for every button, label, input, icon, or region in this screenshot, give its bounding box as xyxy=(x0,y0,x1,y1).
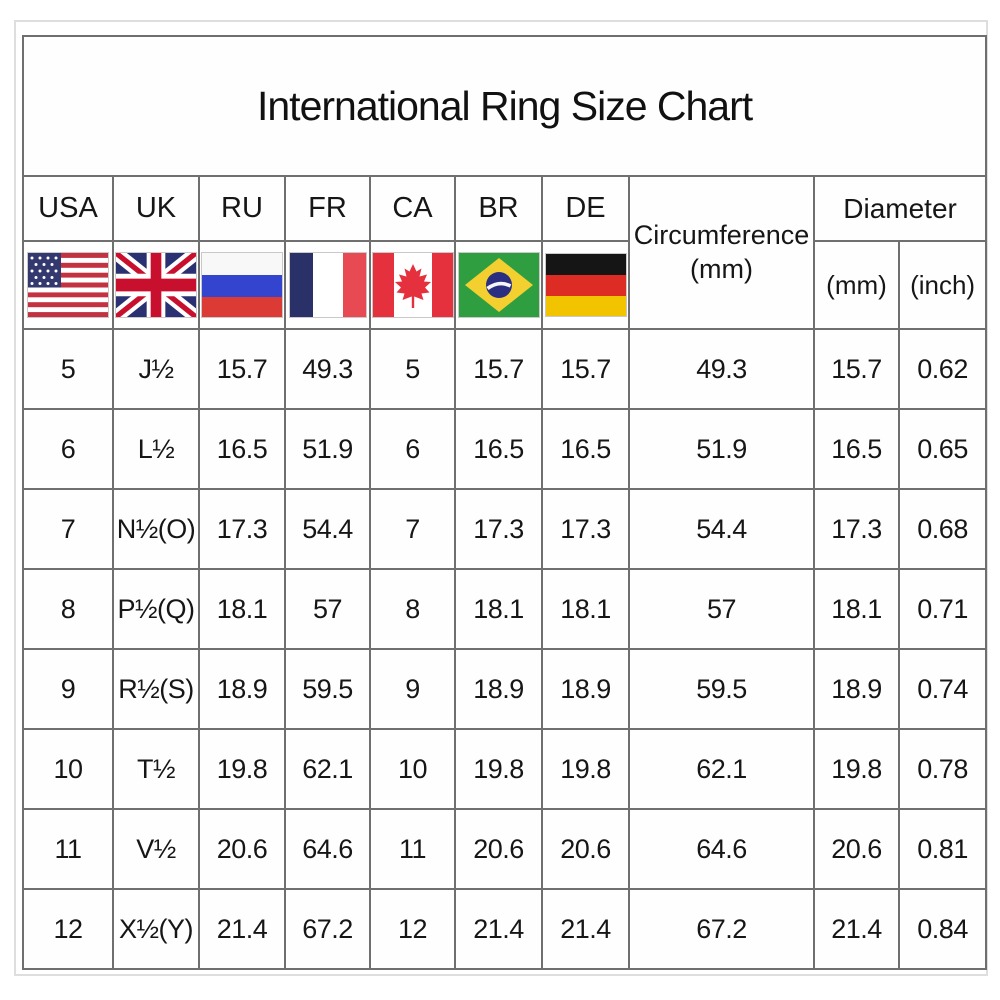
ring-size-cell: 8 xyxy=(23,569,113,649)
usa-flag-icon xyxy=(27,252,109,318)
ring-size-cell: 0.68 xyxy=(899,489,986,569)
ring-size-cell: 10 xyxy=(370,729,455,809)
russia-flag-cell xyxy=(199,241,285,329)
france-flag-cell xyxy=(285,241,370,329)
ring-size-cell: 0.81 xyxy=(899,809,986,889)
ring-size-cell: 19.8 xyxy=(542,729,629,809)
col-header-diameter-mm: (mm) xyxy=(814,241,899,329)
ring-size-cell: R½(S) xyxy=(113,649,199,729)
ring-size-cell: L½ xyxy=(113,409,199,489)
ring-size-cell: 18.1 xyxy=(455,569,542,649)
ring-size-cell: 17.3 xyxy=(542,489,629,569)
ring-size-cell: 0.71 xyxy=(899,569,986,649)
col-header-diameter-inch: (inch) xyxy=(899,241,986,329)
ring-size-cell: 7 xyxy=(23,489,113,569)
ring-size-cell: X½(Y) xyxy=(113,889,199,969)
ring-size-cell: N½(O) xyxy=(113,489,199,569)
russia-flag-icon xyxy=(201,252,283,318)
col-header-ru: RU xyxy=(199,176,285,241)
ring-size-cell: 49.3 xyxy=(285,329,370,409)
ring-size-cell: 16.5 xyxy=(199,409,285,489)
country-code-header-row xyxy=(23,176,986,241)
ring-size-cell: T½ xyxy=(113,729,199,809)
germany-flag-cell xyxy=(542,241,629,329)
ring-size-cell: 6 xyxy=(370,409,455,489)
ring-size-cell: 20.6 xyxy=(455,809,542,889)
brazil-flag-cell xyxy=(455,241,542,329)
ring-size-cell: 18.9 xyxy=(455,649,542,729)
table-row xyxy=(23,809,986,889)
ring-size-cell: 21.4 xyxy=(199,889,285,969)
table-row xyxy=(23,889,986,969)
ring-size-cell: 18.1 xyxy=(199,569,285,649)
ring-size-cell: 54.4 xyxy=(285,489,370,569)
col-header-ca: CA xyxy=(370,176,455,241)
flags-row xyxy=(23,241,986,329)
ring-size-cell: 0.78 xyxy=(899,729,986,809)
ring-size-cell: 59.5 xyxy=(629,649,814,729)
uk-flag-icon xyxy=(115,252,197,318)
ring-size-cell: 16.5 xyxy=(542,409,629,489)
usa-flag-cell xyxy=(23,241,113,329)
col-header-diameter: Diameter xyxy=(814,176,986,241)
ring-size-cell: 19.8 xyxy=(455,729,542,809)
ring-size-cell: 62.1 xyxy=(285,729,370,809)
ring-size-cell: 12 xyxy=(23,889,113,969)
ring-size-cell: 19.8 xyxy=(814,729,899,809)
ring-size-cell: 21.4 xyxy=(814,889,899,969)
title-row xyxy=(23,36,986,176)
ring-size-cell: 15.7 xyxy=(199,329,285,409)
col-header-br: BR xyxy=(455,176,542,241)
ring-size-cell: 20.6 xyxy=(199,809,285,889)
table-row xyxy=(23,569,986,649)
table-row xyxy=(23,489,986,569)
ring-size-cell: 64.6 xyxy=(285,809,370,889)
ring-size-cell: 57 xyxy=(629,569,814,649)
ring-size-cell: J½ xyxy=(113,329,199,409)
ring-size-table xyxy=(22,35,987,970)
ring-size-cell: 7 xyxy=(370,489,455,569)
ring-size-cell: 18.1 xyxy=(814,569,899,649)
col-header-de: DE xyxy=(542,176,629,241)
ring-size-cell: 17.3 xyxy=(814,489,899,569)
ring-size-cell: 8 xyxy=(370,569,455,649)
ring-size-cell: 51.9 xyxy=(629,409,814,489)
ring-size-cell: 49.3 xyxy=(629,329,814,409)
ring-size-cell: V½ xyxy=(113,809,199,889)
table-row xyxy=(23,329,986,409)
ring-size-cell: 20.6 xyxy=(542,809,629,889)
circumference-unit: (mm) xyxy=(690,253,753,284)
page-title: International Ring Size Chart xyxy=(256,82,753,129)
ring-size-cell: 9 xyxy=(23,649,113,729)
ring-size-cell: P½(Q) xyxy=(113,569,199,649)
ring-size-cell: 10 xyxy=(23,729,113,809)
ring-size-cell: 16.5 xyxy=(455,409,542,489)
ring-size-cell: 18.9 xyxy=(814,649,899,729)
ring-size-cell: 12 xyxy=(370,889,455,969)
ring-size-cell: 15.7 xyxy=(542,329,629,409)
ring-size-cell: 15.7 xyxy=(814,329,899,409)
ring-size-cell: 67.2 xyxy=(629,889,814,969)
ring-size-cell: 51.9 xyxy=(285,409,370,489)
table-row xyxy=(23,649,986,729)
canada-flag-cell xyxy=(370,241,455,329)
ring-size-cell: 20.6 xyxy=(814,809,899,889)
ring-size-cell: 5 xyxy=(23,329,113,409)
ring-size-cell: 21.4 xyxy=(455,889,542,969)
ring-size-cell: 15.7 xyxy=(455,329,542,409)
ring-size-cell: 57 xyxy=(285,569,370,649)
brazil-flag-icon xyxy=(458,252,540,318)
col-header-usa: USA xyxy=(23,176,113,241)
ring-size-cell: 6 xyxy=(23,409,113,489)
ring-size-cell: 54.4 xyxy=(629,489,814,569)
uk-flag-cell xyxy=(113,241,199,329)
canada-flag-icon xyxy=(372,252,454,318)
ring-size-cell: 5 xyxy=(370,329,455,409)
ring-size-cell: 0.65 xyxy=(899,409,986,489)
ring-size-cell: 62.1 xyxy=(629,729,814,809)
ring-size-cell: 16.5 xyxy=(814,409,899,489)
france-flag-icon xyxy=(289,252,367,318)
circumference-label: Circumference xyxy=(633,219,810,250)
ring-size-cell: 9 xyxy=(370,649,455,729)
table-row xyxy=(23,409,986,489)
ring-size-cell: 17.3 xyxy=(199,489,285,569)
ring-size-cell: 11 xyxy=(23,809,113,889)
ring-size-cell: 11 xyxy=(370,809,455,889)
col-header-fr: FR xyxy=(285,176,370,241)
ring-size-cell: 19.8 xyxy=(199,729,285,809)
germany-flag-icon xyxy=(545,253,627,317)
ring-size-cell: 64.6 xyxy=(629,809,814,889)
ring-size-cell: 67.2 xyxy=(285,889,370,969)
col-header-uk: UK xyxy=(113,176,199,241)
ring-table-body xyxy=(23,329,986,969)
table-row xyxy=(23,729,986,809)
ring-size-cell: 17.3 xyxy=(455,489,542,569)
ring-size-cell: 18.9 xyxy=(542,649,629,729)
ring-size-cell: 18.9 xyxy=(199,649,285,729)
ring-size-cell: 0.74 xyxy=(899,649,986,729)
ring-size-cell: 59.5 xyxy=(285,649,370,729)
ring-size-cell: 21.4 xyxy=(542,889,629,969)
col-header-circumference xyxy=(629,176,814,329)
ring-size-cell: 0.62 xyxy=(899,329,986,409)
ring-size-cell: 0.84 xyxy=(899,889,986,969)
ring-size-cell: 18.1 xyxy=(542,569,629,649)
